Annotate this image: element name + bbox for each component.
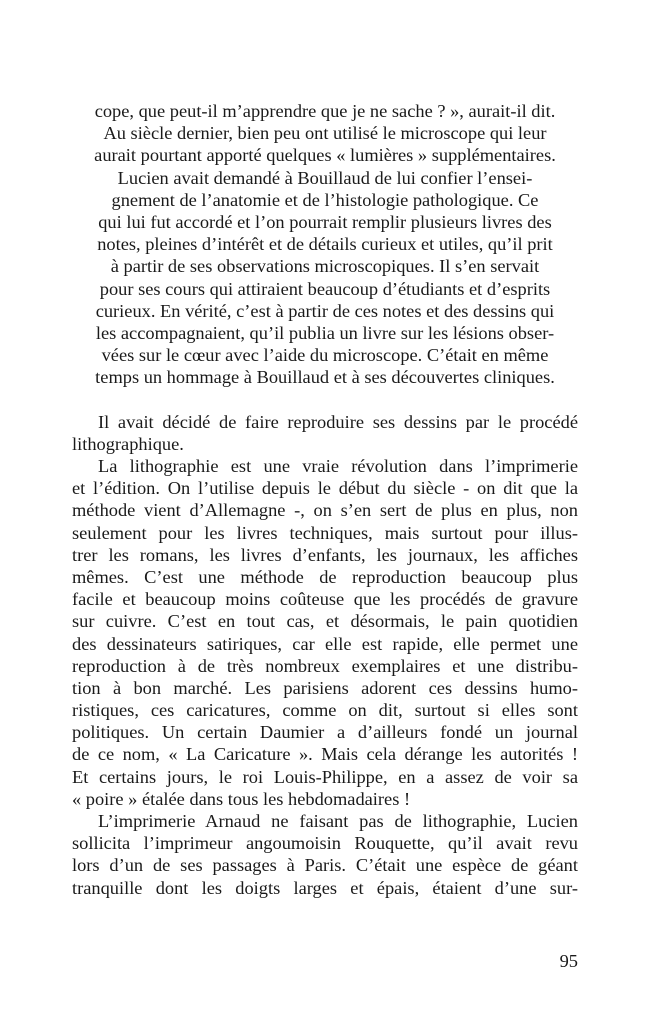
text-line: La lithographie est une vraie révolution dans l’imprimerie	[98, 456, 578, 476]
text-line: Lucien avait demandé à Bouillaud de lui confier l’ensei-	[117, 167, 533, 188]
text-line: Au siècle dernier, bien peu ont utilisé le microscope qui leur	[103, 123, 547, 144]
text-line: sur cuivre. C’est en tout cas, et désormais, le pain quotidien	[72, 611, 578, 632]
text-line: lithographique.	[72, 433, 184, 454]
text-line: des dessinateurs satiriques, car elle est rapide, elle permet une	[72, 633, 578, 654]
text-line: tranquille dont les doigts larges et épais, étaient d’une sur-	[72, 877, 578, 898]
page-number: 95	[559, 951, 578, 971]
text-line: aurait pourtant apporté quelques « lumières » supplémentaires.	[94, 145, 556, 166]
text-line: mêmes. C’est une méthode de reproduction beaucoup plus	[72, 566, 578, 587]
text-line: facile et beaucoup moins coûteuse que les procédés de gravure	[72, 589, 578, 610]
text-line: ristiques, ces caricatures, comme on dit, surtout si elles sont	[72, 700, 578, 721]
text-line: trer les romans, les livres d’enfants, les journaux, les affiches	[72, 544, 578, 565]
text-line: tion à bon marché. Les parisiens adorent ces dessins humo-	[72, 677, 578, 698]
text-line: les accompagnaient, qu’il publia un livre sur les lésions obser-	[95, 322, 555, 343]
text-line: de ce nom, « La Caricature ». Mais cela dérange les autorités !	[72, 744, 578, 765]
text-line: Il avait décidé de faire reproduire ses dessins par le procédé	[98, 411, 578, 432]
text-line: méthode vient d’Allemagne -, on s’en sert de plus en plus, non	[72, 500, 578, 521]
text-line: reproduction à de très nombreux exemplaires et une distribu-	[72, 655, 578, 676]
text-line: lors d’un de ses passages à Paris. C’était une espèce de géant	[72, 855, 578, 876]
text-line: « poire » étalée dans tous les hebdomadaires !	[72, 788, 411, 809]
text-line: à partir de ses observations microscopiques. Il s’en servait	[110, 256, 540, 277]
text-line: sollicita l’imprimeur angoumoisin Rouquette, qu’il avait revu	[72, 833, 578, 854]
text-line: curieux. En vérité, c’est à partir de ces notes et des dessins qui	[95, 300, 555, 321]
text-line: et l’édition. On l’utilise depuis le début du siècle - on dit que la	[72, 478, 578, 499]
text-line: Et certains jours, le roi Louis-Philippe, en a assez de voir sa	[72, 766, 578, 787]
text-line: pour ses cours qui attiraient beaucoup d’étudiants et d’esprits	[99, 278, 551, 299]
text-line: notes, pleines d’intérêt et de détails curieux et utiles, qu’il prit	[97, 234, 553, 255]
text-line: gnement de l’anatomie et de l’histologie pathologique. Ce	[111, 189, 539, 210]
page-body	[72, 100, 578, 899]
text-line: temps un hommage à Bouillaud et à ses découvertes cliniques.	[95, 367, 555, 388]
text-line: cope, que peut-il m’apprendre que je ne sache ? », aurait-il dit.	[94, 101, 556, 121]
text-line: qui lui fut accordé et l’on pourrait remplir plusieurs livres des	[98, 211, 552, 232]
text-line: vées sur le cœur avec l’aide du microscope. C’était en même	[101, 345, 549, 366]
text-line: seulement pour les livres techniques, mais surtout pour illus-	[72, 522, 578, 543]
text-line: politiques. Un certain Daumier a d’ailleurs fondé un journal	[72, 722, 578, 743]
paragraph-gap	[72, 388, 578, 410]
text-line: L’imprimerie Arnaud ne faisant pas de lithographie, Lucien	[98, 811, 578, 831]
